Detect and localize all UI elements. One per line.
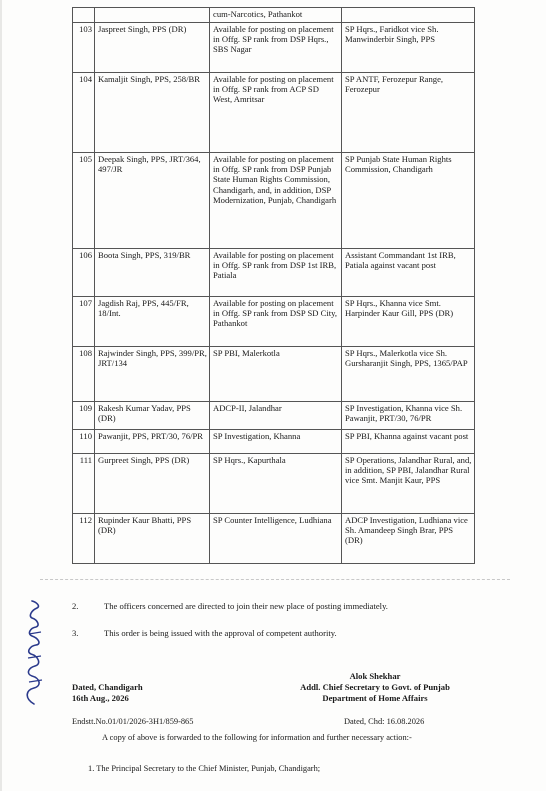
clause-number: 2. bbox=[72, 601, 79, 611]
present-posting-cell: Available for posting on placement in Offg. SP rank from DSP Hqrs., SBS Nagar bbox=[210, 23, 342, 73]
new-posting-cell: SP Operations, Jalandhar Rural, and, in addition, SP PBI, Jalandhar Rural vice Smt. Manjit Kaur, PPS bbox=[342, 454, 475, 514]
serial-number-cell: 112 bbox=[73, 514, 95, 564]
serial-number-cell: 106 bbox=[73, 249, 95, 297]
present-posting-cell: cum-Narcotics, Pathankot bbox=[210, 8, 342, 23]
officer-name-cell: Deepak Singh, PPS, JRT/364, 497/JR bbox=[95, 153, 210, 249]
clause-number: 3. bbox=[72, 628, 79, 638]
new-posting-cell: SP Hqrs., Khanna vice Smt. Harpinder Kaur Gill, PPS (DR) bbox=[342, 297, 475, 347]
present-posting-cell: SP Investigation, Khanna bbox=[210, 430, 342, 454]
copy-forward-text: A copy of above is forwarded to the following for information and further necessary action:- bbox=[102, 733, 412, 742]
present-posting-cell: Available for posting on placement in Offg. SP rank from DSP SD City, Pathankot bbox=[210, 297, 342, 347]
serial-number-cell bbox=[73, 8, 95, 23]
table-row bbox=[73, 8, 475, 23]
handwritten-signature bbox=[20, 598, 50, 708]
signer-designation: Addl. Chief Secretary to Govt. of Punjab bbox=[300, 682, 450, 692]
dated-label: Dated, Chandigarh bbox=[72, 682, 143, 692]
present-posting-cell: Available for posting on placement in Offg. SP rank from ACP SD West, Amritsar bbox=[210, 73, 342, 153]
present-posting-cell: Available for posting on placement in Offg. SP rank from DSP Punjab State Human Rights Commission, Chandigarh, and, in addition, DSP Modernization, Punjab, Chandigarh bbox=[210, 153, 342, 249]
clause-text: The officers concerned are directed to join their new place of posting immediately. bbox=[104, 601, 388, 611]
table-row bbox=[73, 73, 475, 153]
serial-number-cell: 105 bbox=[73, 153, 95, 249]
officer-name-cell: Pawanjit, PPS, PRT/30, 76/PR bbox=[95, 430, 210, 454]
recipient-item: 1. The Principal Secretary to the Chief Minister, Punjab, Chandigarh; bbox=[88, 764, 321, 773]
posting-table bbox=[72, 7, 475, 564]
new-posting-cell: SP ANTF, Ferozepur Range, Ferozepur bbox=[342, 73, 475, 153]
endorsement-number: Endstt.No.01/01/2026-3H1/859-865 bbox=[72, 717, 194, 726]
table-row bbox=[73, 514, 475, 564]
present-posting-cell: ADCP-II, Jalandhar bbox=[210, 402, 342, 430]
officer-name-cell: Jaspreet Singh, PPS (DR) bbox=[95, 23, 210, 73]
present-posting-cell: SP Hqrs., Kapurthala bbox=[210, 454, 342, 514]
table-row bbox=[73, 23, 475, 73]
officer-name-cell: Gurpreet Singh, PPS (DR) bbox=[95, 454, 210, 514]
officer-name-cell bbox=[95, 8, 210, 23]
serial-number-cell: 109 bbox=[73, 402, 95, 430]
officer-name-cell: Kamaljit Singh, PPS, 258/BR bbox=[95, 73, 210, 153]
clause-text: This order is being issued with the approval of competent authority. bbox=[104, 628, 337, 638]
table-row bbox=[73, 430, 475, 454]
serial-number-cell: 110 bbox=[73, 430, 95, 454]
officer-name-cell: Boota Singh, PPS, 319/BR bbox=[95, 249, 210, 297]
new-posting-cell: SP Hqrs., Malerkotla vice Sh. Gursharanjit Singh, PPS, 1365/PAP bbox=[342, 347, 475, 402]
signer-department: Department of Home Affairs bbox=[322, 693, 428, 703]
new-posting-cell: SP PBI, Khanna against vacant post bbox=[342, 430, 475, 454]
dated-date: 16th Aug., 2026 bbox=[72, 693, 129, 703]
present-posting-cell: SP PBI, Malerkotla bbox=[210, 347, 342, 402]
serial-number-cell: 107 bbox=[73, 297, 95, 347]
signer-name: Alok Shekhar bbox=[349, 671, 401, 681]
new-posting-cell: SP Investigation, Khanna vice Sh. Pawanjit, PRT/30, 76/PR bbox=[342, 402, 475, 430]
table-row bbox=[73, 249, 475, 297]
serial-number-cell: 108 bbox=[73, 347, 95, 402]
officer-name-cell: Jagdish Raj, PPS, 445/FR, 18/Int. bbox=[95, 297, 210, 347]
table-row bbox=[73, 297, 475, 347]
endorsement-date: Dated, Chd: 16.08.2026 bbox=[344, 717, 425, 726]
serial-number-cell: 104 bbox=[73, 73, 95, 153]
officer-name-cell: Rupinder Kaur Bhatti, PPS (DR) bbox=[95, 514, 210, 564]
officer-name-cell: Rakesh Kumar Yadav, PPS (DR) bbox=[95, 402, 210, 430]
officer-name-cell: Rajwinder Singh, PPS, 399/PR, JRT/134 bbox=[95, 347, 210, 402]
present-posting-cell: SP Counter Intelligence, Ludhiana bbox=[210, 514, 342, 564]
table-row bbox=[73, 153, 475, 249]
serial-number-cell: 103 bbox=[73, 23, 95, 73]
table-row bbox=[73, 347, 475, 402]
new-posting-cell: ADCP Investigation, Ludhiana vice Sh. Amandeep Singh Brar, PPS (DR) bbox=[342, 514, 475, 564]
table-row bbox=[73, 454, 475, 514]
new-posting-cell: SP Punjab State Human Rights Commission, Chandigarh bbox=[342, 153, 475, 249]
page-fold-line bbox=[40, 579, 510, 580]
new-posting-cell bbox=[342, 8, 475, 23]
table-row bbox=[73, 402, 475, 430]
serial-number-cell: 111 bbox=[73, 454, 95, 514]
present-posting-cell: Available for posting on placement in Offg. SP rank from DSP 1st IRB, Patiala bbox=[210, 249, 342, 297]
new-posting-cell: SP Hqrs., Faridkot vice Sh. Manwinderbir Singh, PPS bbox=[342, 23, 475, 73]
page-edge bbox=[0, 0, 2, 791]
new-posting-cell: Assistant Commandant 1st IRB, Patiala against vacant post bbox=[342, 249, 475, 297]
